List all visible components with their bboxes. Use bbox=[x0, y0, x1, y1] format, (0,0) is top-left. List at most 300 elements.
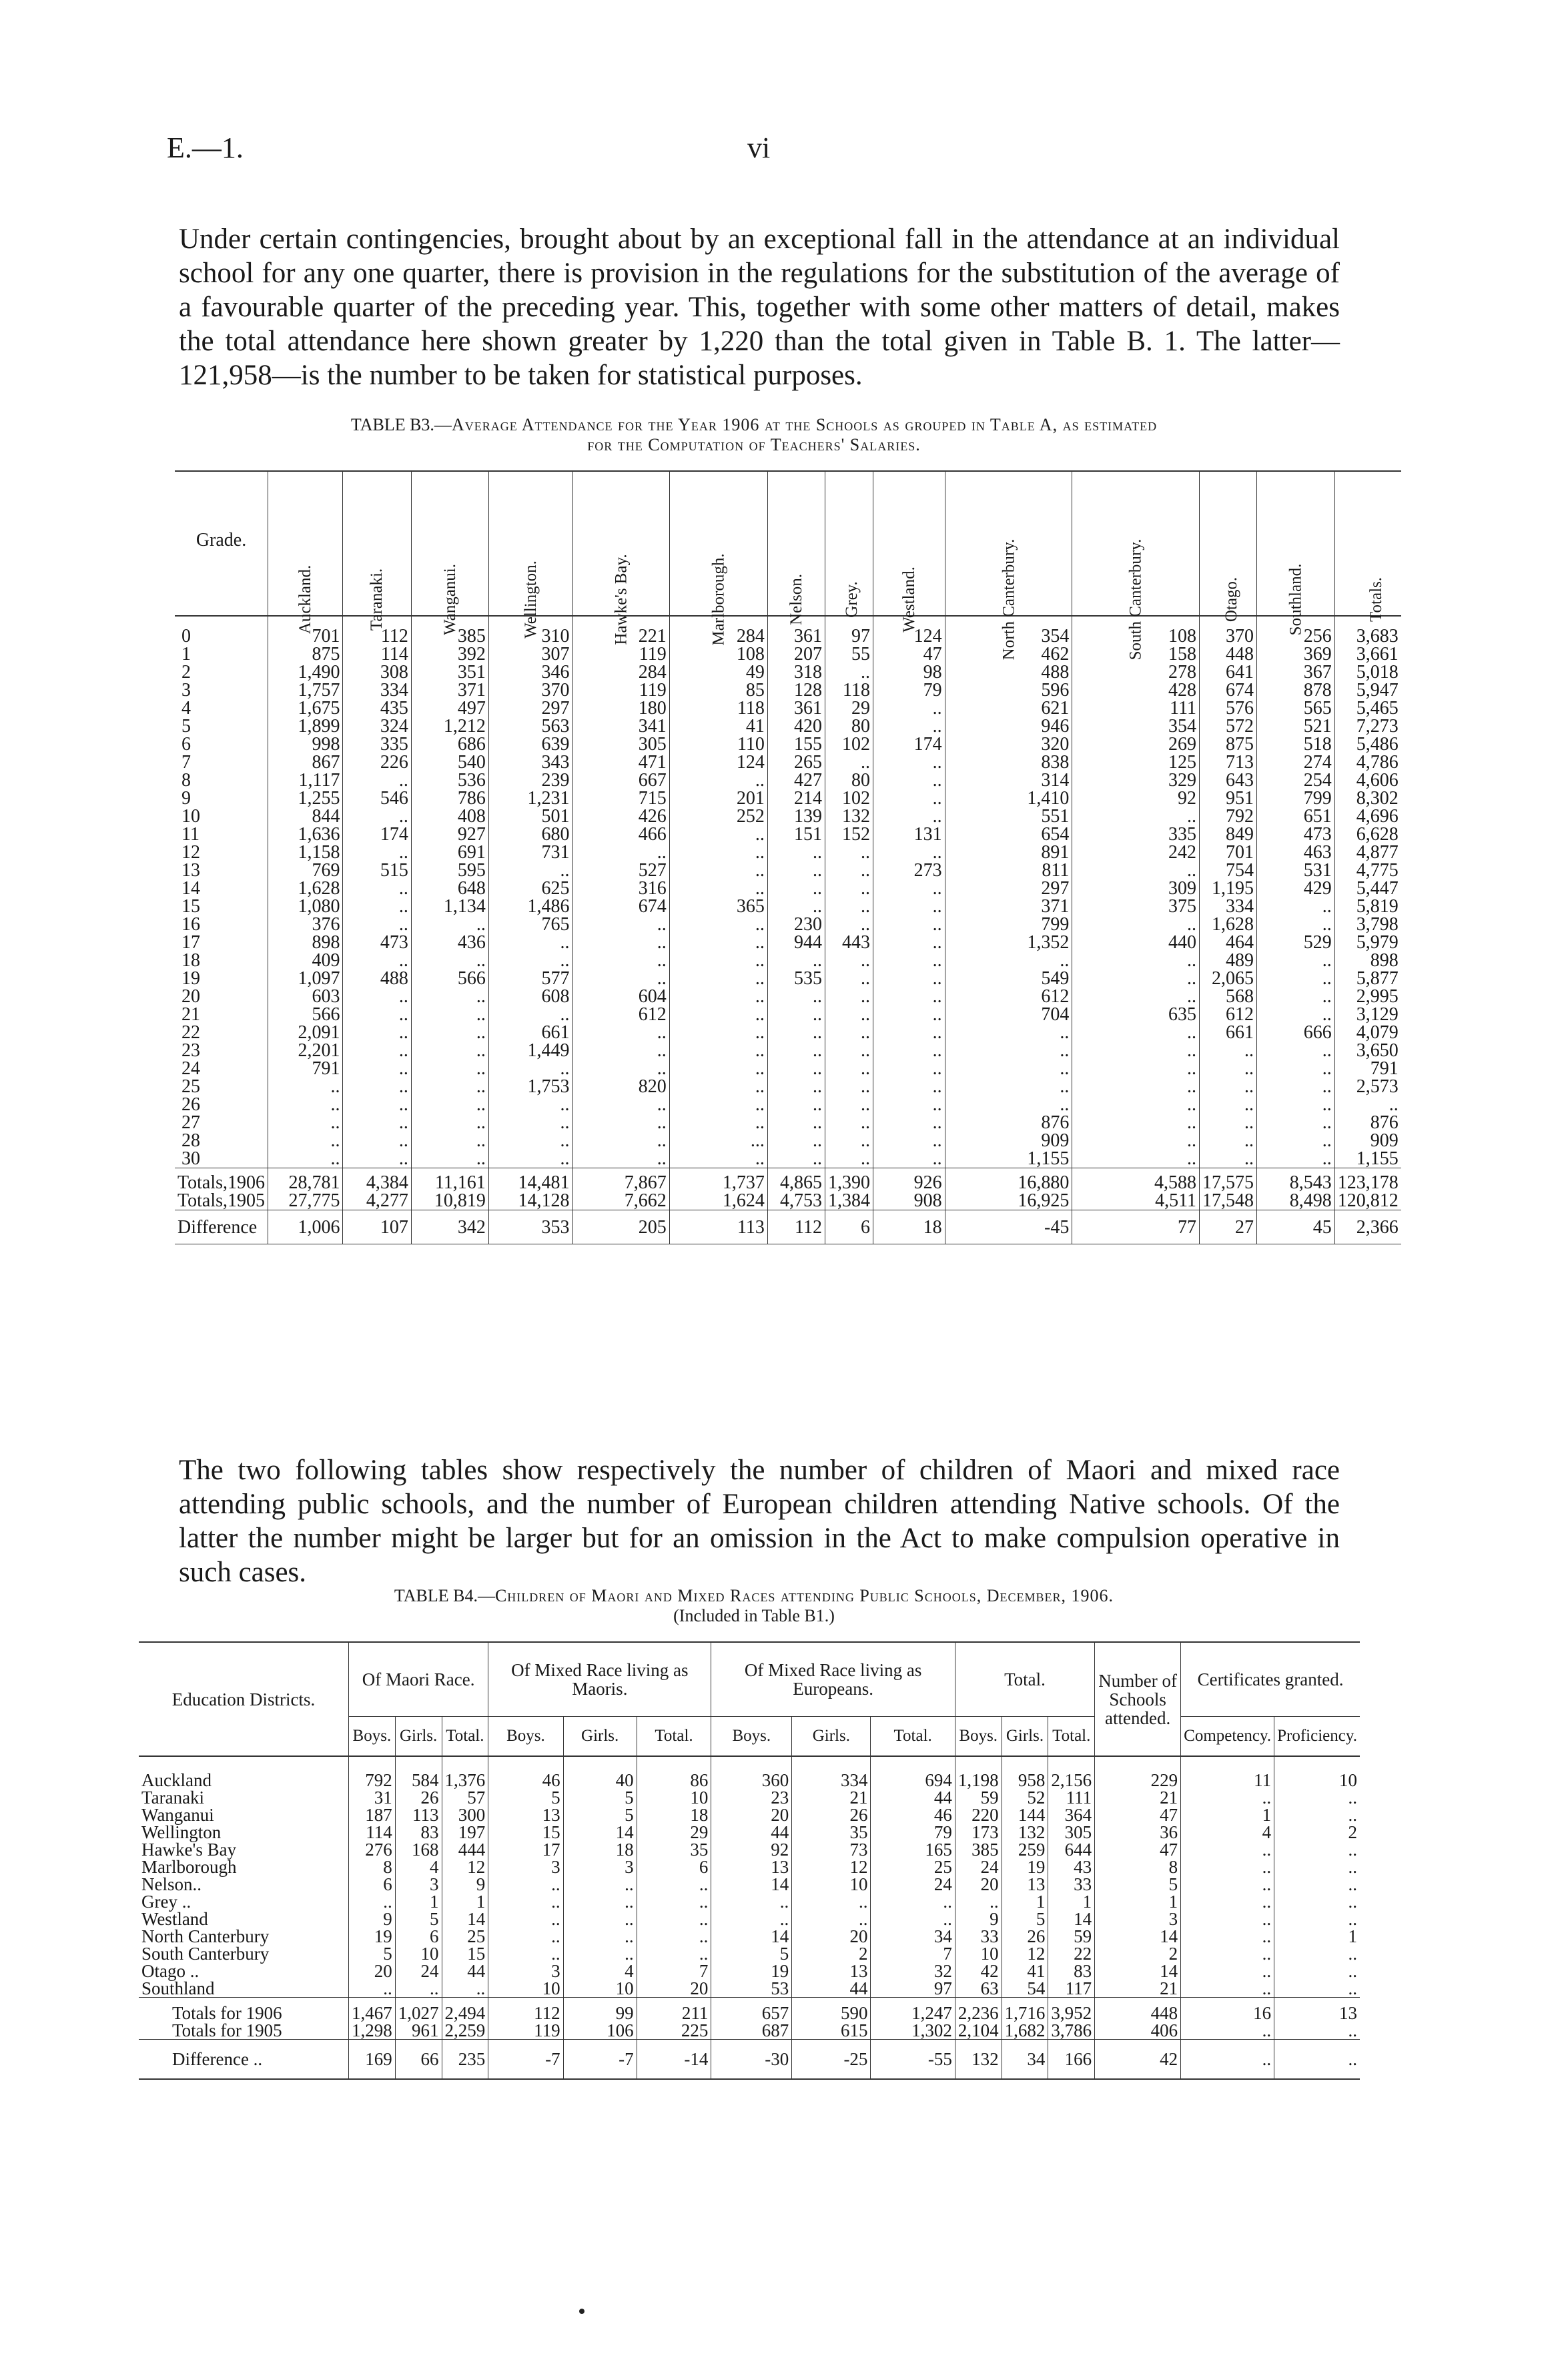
table-cell: .. bbox=[411, 915, 488, 933]
table-cell: .. bbox=[825, 1024, 873, 1042]
table-cell: 1,352 bbox=[945, 933, 1072, 951]
table-row bbox=[175, 681, 1401, 699]
table-cell: .. bbox=[767, 1042, 825, 1060]
table-cell: .. bbox=[1274, 1980, 1360, 1998]
table-cell: .. bbox=[343, 1060, 411, 1078]
table-cell: .. bbox=[1072, 1150, 1200, 1168]
table-cell: 566 bbox=[268, 1006, 343, 1024]
table-cell: .. bbox=[873, 1042, 945, 1060]
sub-column-header: Total. bbox=[871, 1717, 955, 1757]
table-cell: 2,494 bbox=[442, 1998, 488, 2022]
table-cell: 42 bbox=[955, 1962, 1002, 1980]
table-cell: .. bbox=[1257, 988, 1335, 1006]
table-cell: 106 bbox=[563, 2022, 637, 2040]
table-cell: 211 bbox=[637, 1998, 711, 2022]
district-column-header: Wellington. bbox=[488, 471, 572, 616]
table-cell: 9 bbox=[442, 1876, 488, 1893]
table-cell: -55 bbox=[871, 2040, 955, 2080]
table-cell: 4,588 bbox=[1072, 1168, 1200, 1192]
table-cell: 14,128 bbox=[488, 1192, 572, 1210]
table-cell: 114 bbox=[343, 645, 411, 663]
table-cell: 40 bbox=[563, 1756, 637, 1789]
table-cell: .. bbox=[1181, 2040, 1274, 2080]
table-cell: 57 bbox=[442, 1789, 488, 1806]
table-cell: 24 bbox=[955, 1858, 1002, 1876]
table-cell: .. bbox=[767, 1096, 825, 1114]
table-cell: 2,091 bbox=[268, 1024, 343, 1042]
district-cell: North Canterbury bbox=[141, 1926, 270, 1946]
table-cell: 440 bbox=[1072, 933, 1200, 951]
table-cell: 370 bbox=[488, 681, 572, 699]
table-cell: 31 bbox=[349, 1789, 396, 1806]
table-cell: 343 bbox=[488, 753, 572, 771]
table-cell: 110 bbox=[669, 735, 767, 753]
table-b3-body bbox=[175, 616, 1401, 1244]
table-cell: .. bbox=[669, 933, 767, 951]
table-cell: 276 bbox=[349, 1841, 396, 1858]
table-cell: 674 bbox=[572, 897, 669, 915]
table-cell: 946 bbox=[945, 717, 1072, 735]
table-cell: 639 bbox=[488, 735, 572, 753]
table-cell: 21 bbox=[1095, 1980, 1181, 1998]
table-cell: 1,231 bbox=[488, 789, 572, 807]
document-code: E.—1. bbox=[167, 131, 244, 164]
table-cell: 329 bbox=[1072, 771, 1200, 789]
table-cell: 158 bbox=[1072, 645, 1200, 663]
table-cell: .. bbox=[572, 1132, 669, 1150]
table-cell: 5,947 bbox=[1334, 681, 1401, 699]
table-cell: 791 bbox=[268, 1060, 343, 1078]
table-cell: 342 bbox=[411, 1210, 488, 1244]
table-cell: 214 bbox=[767, 789, 825, 807]
table-cell: 409 bbox=[268, 951, 343, 969]
table-cell: 4,606 bbox=[1334, 771, 1401, 789]
table-cell: .. bbox=[395, 1980, 442, 1998]
table-cell: 334 bbox=[343, 681, 411, 699]
table-cell: .. bbox=[411, 988, 488, 1006]
table-cell: .. bbox=[1200, 1132, 1257, 1150]
table-cell: 205 bbox=[572, 1210, 669, 1244]
grade-cell: 14 bbox=[181, 878, 200, 899]
table-row bbox=[175, 951, 1401, 969]
table-cell: 1,753 bbox=[488, 1078, 572, 1096]
table-cell: 471 bbox=[572, 753, 669, 771]
table-cell: .. bbox=[825, 897, 873, 915]
table-cell: .. bbox=[871, 1893, 955, 1910]
table-cell: 367 bbox=[1257, 663, 1335, 681]
table-cell: 318 bbox=[767, 663, 825, 681]
table-cell: 112 bbox=[343, 616, 411, 645]
table-cell: .. bbox=[411, 1060, 488, 1078]
table-cell: .. bbox=[1072, 1078, 1200, 1096]
table-cell: 667 bbox=[572, 771, 669, 789]
grade-cell: 10 bbox=[181, 806, 200, 827]
table-cell: .. bbox=[1181, 1858, 1274, 1876]
table-cell: 111 bbox=[1048, 1789, 1095, 1806]
table-cell: 385 bbox=[955, 1841, 1002, 1858]
table-cell: .. bbox=[873, 933, 945, 951]
table-row bbox=[175, 771, 1401, 789]
table-cell: 448 bbox=[1200, 645, 1257, 663]
table-cell: .. bbox=[349, 1893, 396, 1910]
table-cell: .. bbox=[767, 879, 825, 897]
table-cell: .. bbox=[563, 1893, 637, 1910]
table-cell: .. bbox=[343, 771, 411, 789]
table-cell: .. bbox=[411, 951, 488, 969]
table-cell: .. bbox=[343, 1096, 411, 1114]
table-cell: .. bbox=[488, 1893, 563, 1910]
table-cell: 5,018 bbox=[1334, 663, 1401, 681]
table-cell: 427 bbox=[767, 771, 825, 789]
table-cell: 226 bbox=[343, 753, 411, 771]
table-cell: 1,636 bbox=[268, 825, 343, 843]
table-cell: .. bbox=[1072, 807, 1200, 825]
table-cell: .. bbox=[669, 843, 767, 861]
table-cell: .. bbox=[873, 1078, 945, 1096]
table-row bbox=[175, 915, 1401, 933]
table-cell: .. bbox=[945, 1042, 1072, 1060]
table-cell: 731 bbox=[488, 843, 572, 861]
table-cell: 79 bbox=[871, 1824, 955, 1841]
table-cell: 155 bbox=[767, 735, 825, 753]
table-cell: .. bbox=[945, 1060, 1072, 1078]
table-cell: 463 bbox=[1257, 843, 1335, 861]
table-cell: .. bbox=[873, 1114, 945, 1132]
table-cell: 1,006 bbox=[268, 1210, 343, 1244]
table-cell: 12 bbox=[442, 1858, 488, 1876]
table-cell: 14,481 bbox=[488, 1168, 572, 1192]
district-column-header: Southland. bbox=[1257, 471, 1335, 616]
table-b4-caption bbox=[153, 1586, 1354, 1626]
table-cell: 26 bbox=[395, 1789, 442, 1806]
district-cell: Wanganui bbox=[141, 1805, 214, 1825]
grade-cell: 11 bbox=[181, 824, 200, 845]
table-cell: 2 bbox=[1274, 1824, 1360, 1841]
table-cell: 4,079 bbox=[1334, 1024, 1401, 1042]
district-cell: Grey .. bbox=[141, 1892, 191, 1912]
sub-column-header: Girls. bbox=[395, 1717, 442, 1757]
table-cell: 230 bbox=[767, 915, 825, 933]
grade-cell: 13 bbox=[181, 860, 200, 881]
table-cell: 595 bbox=[411, 861, 488, 879]
table-cell: .. bbox=[873, 1024, 945, 1042]
table-cell: 448 bbox=[1095, 1998, 1181, 2022]
table-cell: 113 bbox=[395, 1806, 442, 1824]
table-cell: 77 bbox=[1072, 1210, 1200, 1244]
table-row bbox=[175, 717, 1401, 735]
table-cell: .. bbox=[767, 1060, 825, 1078]
table-cell: 119 bbox=[488, 2022, 563, 2040]
table-cell: 9 bbox=[349, 1910, 396, 1928]
maori-race-header: Of Maori Race. bbox=[349, 1642, 488, 1717]
table-cell: .. bbox=[572, 951, 669, 969]
table-cell: 4,877 bbox=[1334, 843, 1401, 861]
table-cell: .. bbox=[268, 1096, 343, 1114]
grade-cell: 30 bbox=[181, 1148, 200, 1169]
grade-cell: 6 bbox=[181, 734, 191, 755]
table-cell: 14 bbox=[442, 1910, 488, 1928]
table-cell: 16,925 bbox=[945, 1192, 1072, 1210]
table-cell: 1 bbox=[395, 1893, 442, 1910]
table-cell: 799 bbox=[945, 915, 1072, 933]
table-cell: 5,465 bbox=[1334, 699, 1401, 717]
grade-cell: 0 bbox=[181, 626, 191, 647]
table-cell: 324 bbox=[343, 717, 411, 735]
table-cell: 297 bbox=[945, 879, 1072, 897]
table-cell: .. bbox=[767, 1132, 825, 1150]
table-row bbox=[175, 897, 1401, 915]
table-cell: 112 bbox=[767, 1210, 825, 1244]
table-cell: 63 bbox=[955, 1980, 1002, 1998]
table-cell: 577 bbox=[488, 969, 572, 988]
table-cell: 5 bbox=[395, 1910, 442, 1928]
table-cell: .. bbox=[792, 1910, 871, 1928]
table-cell: 119 bbox=[572, 645, 669, 663]
table-cell: 3 bbox=[1095, 1910, 1181, 1928]
table-cell: 535 bbox=[767, 969, 825, 988]
table-cell: .. bbox=[669, 1060, 767, 1078]
table-row bbox=[175, 825, 1401, 843]
table-cell: 4,775 bbox=[1334, 861, 1401, 879]
table-cell: .. bbox=[1200, 1042, 1257, 1060]
table-cell: 335 bbox=[343, 735, 411, 753]
table-cell: 596 bbox=[945, 681, 1072, 699]
table-cell: .. bbox=[1181, 2022, 1274, 2040]
table-row bbox=[175, 735, 1401, 753]
table-cell: .. bbox=[1257, 969, 1335, 988]
table-cell: 661 bbox=[1200, 1024, 1257, 1042]
table-cell: .. bbox=[488, 1928, 563, 1945]
table-cell: 657 bbox=[711, 1998, 792, 2022]
table-cell: 19 bbox=[1002, 1858, 1048, 1876]
row-label: Difference bbox=[175, 1210, 268, 1244]
sub-column-header: Girls. bbox=[563, 1717, 637, 1757]
table-cell: -14 bbox=[637, 2040, 711, 2080]
table-cell: 7,867 bbox=[572, 1168, 669, 1192]
table-cell: 1,737 bbox=[669, 1168, 767, 1192]
table-cell: 2,065 bbox=[1200, 969, 1257, 988]
grade-cell: 7 bbox=[181, 752, 191, 773]
table-cell: 310 bbox=[488, 616, 572, 645]
table-cell: 5,877 bbox=[1334, 969, 1401, 988]
table-cell: .. bbox=[1257, 897, 1335, 915]
table-cell: 546 bbox=[343, 789, 411, 807]
table-cell: 625 bbox=[488, 879, 572, 897]
table-cell: 2,236 bbox=[955, 1998, 1002, 2022]
table-cell: 144 bbox=[1002, 1806, 1048, 1824]
table-cell: 45 bbox=[1257, 1210, 1335, 1244]
table-cell: 168 bbox=[395, 1841, 442, 1858]
table-cell: 5 bbox=[563, 1806, 637, 1824]
table-cell: 120,812 bbox=[1334, 1192, 1401, 1210]
table-cell: .. bbox=[572, 933, 669, 951]
table-cell: 4,384 bbox=[343, 1168, 411, 1192]
table-cell: .. bbox=[1274, 1962, 1360, 1980]
table-row bbox=[139, 1789, 1360, 1806]
table-cell: 43 bbox=[1048, 1858, 1095, 1876]
table-cell: 187 bbox=[349, 1806, 396, 1824]
table-cell: .. bbox=[669, 1024, 767, 1042]
table-cell: 117 bbox=[1048, 1980, 1095, 1998]
table-row bbox=[175, 1150, 1401, 1168]
table-cell: 769 bbox=[268, 861, 343, 879]
table-cell: 961 bbox=[395, 2022, 442, 2040]
table-cell: 2,366 bbox=[1334, 1210, 1401, 1244]
table-cell: 28,781 bbox=[268, 1168, 343, 1192]
table-cell: 428 bbox=[1072, 681, 1200, 699]
table-cell: 35 bbox=[792, 1824, 871, 1841]
table-cell: 44 bbox=[442, 1962, 488, 1980]
table-cell: .. bbox=[873, 1132, 945, 1150]
table-cell: .. bbox=[343, 843, 411, 861]
row-label: Difference .. bbox=[139, 2040, 349, 2080]
table-cell: 1 bbox=[1048, 1893, 1095, 1910]
table-cell: .. bbox=[873, 969, 945, 988]
table-cell: .. bbox=[1274, 1945, 1360, 1962]
table-cell: .. bbox=[343, 1132, 411, 1150]
table-cell: 152 bbox=[825, 825, 873, 843]
table-cell: 867 bbox=[268, 753, 343, 771]
table-cell: 24 bbox=[871, 1876, 955, 1893]
table-cell: 47 bbox=[1095, 1806, 1181, 1824]
table-cell: .. bbox=[1181, 1910, 1274, 1928]
table-cell: 488 bbox=[945, 663, 1072, 681]
table-cell: 644 bbox=[1048, 1841, 1095, 1858]
table-cell: 53 bbox=[711, 1980, 792, 1998]
table-row bbox=[139, 1910, 1360, 1928]
table-cell: 55 bbox=[825, 645, 873, 663]
table-row bbox=[175, 1060, 1401, 1078]
table-cell: .. bbox=[1257, 1006, 1335, 1024]
table-cell: 24 bbox=[395, 1962, 442, 1980]
table-cell: 47 bbox=[873, 645, 945, 663]
table-cell: 849 bbox=[1200, 825, 1257, 843]
table-cell: 314 bbox=[945, 771, 1072, 789]
table-cell: 59 bbox=[955, 1789, 1002, 1806]
table-cell: 10 bbox=[1274, 1756, 1360, 1789]
table-cell: 1,247 bbox=[871, 1998, 955, 2022]
table-cell: 108 bbox=[1072, 616, 1200, 645]
table-cell: .. bbox=[563, 1945, 637, 1962]
table-cell: 1,097 bbox=[268, 969, 343, 988]
table-cell: .. bbox=[669, 1150, 767, 1168]
total-header: Total. bbox=[955, 1642, 1094, 1717]
table-cell: .. bbox=[1257, 1060, 1335, 1078]
table-cell: .. bbox=[1072, 951, 1200, 969]
table-cell: 1,682 bbox=[1002, 2022, 1048, 2040]
difference-row bbox=[139, 2040, 1360, 2080]
table-cell: .. bbox=[873, 789, 945, 807]
table-cell: 20 bbox=[349, 1962, 396, 1980]
grade-cell: 19 bbox=[181, 968, 200, 989]
table-cell: .. bbox=[669, 969, 767, 988]
table-cell: .. bbox=[825, 1060, 873, 1078]
sub-column-header: Girls. bbox=[1002, 1717, 1048, 1757]
intro-paragraph: Under certain contingencies, brought about by an exceptional fall in the attendance at an individual school for any one quarter, there is provision in the regulations for the substitution of the average of a favourable quarter of the preceding year. This, together with some other matters of detail, makes the total attendance here shown greater by 1,220 than the total given in Table B. 1. The latter—121,958—is the number to be taken for statistical purposes. bbox=[179, 224, 1340, 391]
table-cell: 10,819 bbox=[411, 1192, 488, 1210]
table-cell: 14 bbox=[1095, 1962, 1181, 1980]
table-cell: 92 bbox=[1072, 789, 1200, 807]
table-cell: 3,650 bbox=[1334, 1042, 1401, 1060]
table-cell: 635 bbox=[1072, 1006, 1200, 1024]
table-cell: .. bbox=[411, 1042, 488, 1060]
table-cell: .. bbox=[343, 951, 411, 969]
table-cell: .. bbox=[488, 1060, 572, 1078]
table-cell: .. bbox=[343, 1150, 411, 1168]
table-cell: 252 bbox=[669, 807, 767, 825]
grade-cell: 17 bbox=[181, 932, 200, 953]
sub-column-header: Total. bbox=[1048, 1717, 1095, 1757]
table-cell: 297 bbox=[488, 699, 572, 717]
table-cell: .. bbox=[767, 1024, 825, 1042]
grade-header: Grade. bbox=[195, 530, 247, 550]
table-cell: .. bbox=[572, 1114, 669, 1132]
table-cell: 52 bbox=[1002, 1789, 1048, 1806]
table-cell: .. bbox=[572, 843, 669, 861]
table-cell: .. bbox=[411, 1096, 488, 1114]
table-row bbox=[139, 1858, 1360, 1876]
table-cell: 20 bbox=[792, 1928, 871, 1945]
grade-cell: 18 bbox=[181, 950, 200, 971]
table-cell: .. bbox=[1257, 1150, 1335, 1168]
table-cell: 1,628 bbox=[1200, 915, 1257, 933]
table-row bbox=[175, 988, 1401, 1006]
table-cell: 132 bbox=[1002, 1824, 1048, 1841]
table-cell: .. bbox=[637, 1928, 711, 1945]
table-cell: .. bbox=[825, 1132, 873, 1150]
table-cell: 12 bbox=[792, 1858, 871, 1876]
table-cell: 20 bbox=[955, 1876, 1002, 1893]
table-cell: 6 bbox=[349, 1876, 396, 1893]
table-cell: 13 bbox=[792, 1962, 871, 1980]
table-cell: 549 bbox=[945, 969, 1072, 988]
table-cell: .. bbox=[488, 861, 572, 879]
table-cell: 1 bbox=[1181, 1806, 1274, 1824]
table-cell: 225 bbox=[637, 2022, 711, 2040]
table-cell: .. bbox=[488, 1910, 563, 1928]
table-cell: 426 bbox=[572, 807, 669, 825]
table-cell: .. bbox=[1072, 1042, 1200, 1060]
table-cell: .. bbox=[825, 1006, 873, 1024]
sub-column-header: Boys. bbox=[488, 1717, 563, 1757]
table-cell: 25 bbox=[871, 1858, 955, 1876]
table-row bbox=[175, 933, 1401, 951]
table-cell: .. bbox=[488, 933, 572, 951]
table-cell: 701 bbox=[268, 616, 343, 645]
table-cell: 370 bbox=[1200, 616, 1257, 645]
table-cell: 124 bbox=[873, 616, 945, 645]
table-cell: 1,298 bbox=[349, 2022, 396, 2040]
table-cell: 844 bbox=[268, 807, 343, 825]
certificate-column-header: Proficiency. bbox=[1274, 1717, 1360, 1757]
table-row bbox=[175, 1006, 1401, 1024]
table-cell: 119 bbox=[572, 681, 669, 699]
table-cell: 80 bbox=[825, 771, 873, 789]
table-cell: .. bbox=[572, 915, 669, 933]
table-cell: .. bbox=[873, 897, 945, 915]
district-column-header: Totals. bbox=[1334, 471, 1401, 616]
table-cell: .. bbox=[1274, 2040, 1360, 2080]
table-cell: .. bbox=[1274, 1858, 1360, 1876]
table-cell: 131 bbox=[873, 825, 945, 843]
table-cell: 18 bbox=[563, 1841, 637, 1858]
table-row bbox=[175, 861, 1401, 879]
table-cell: .. bbox=[1200, 1096, 1257, 1114]
table-cell: 353 bbox=[488, 1210, 572, 1244]
table-cell: .. bbox=[1257, 951, 1335, 969]
sub-column-header: Boys. bbox=[349, 1717, 396, 1757]
table-cell: .. bbox=[349, 1980, 396, 1998]
